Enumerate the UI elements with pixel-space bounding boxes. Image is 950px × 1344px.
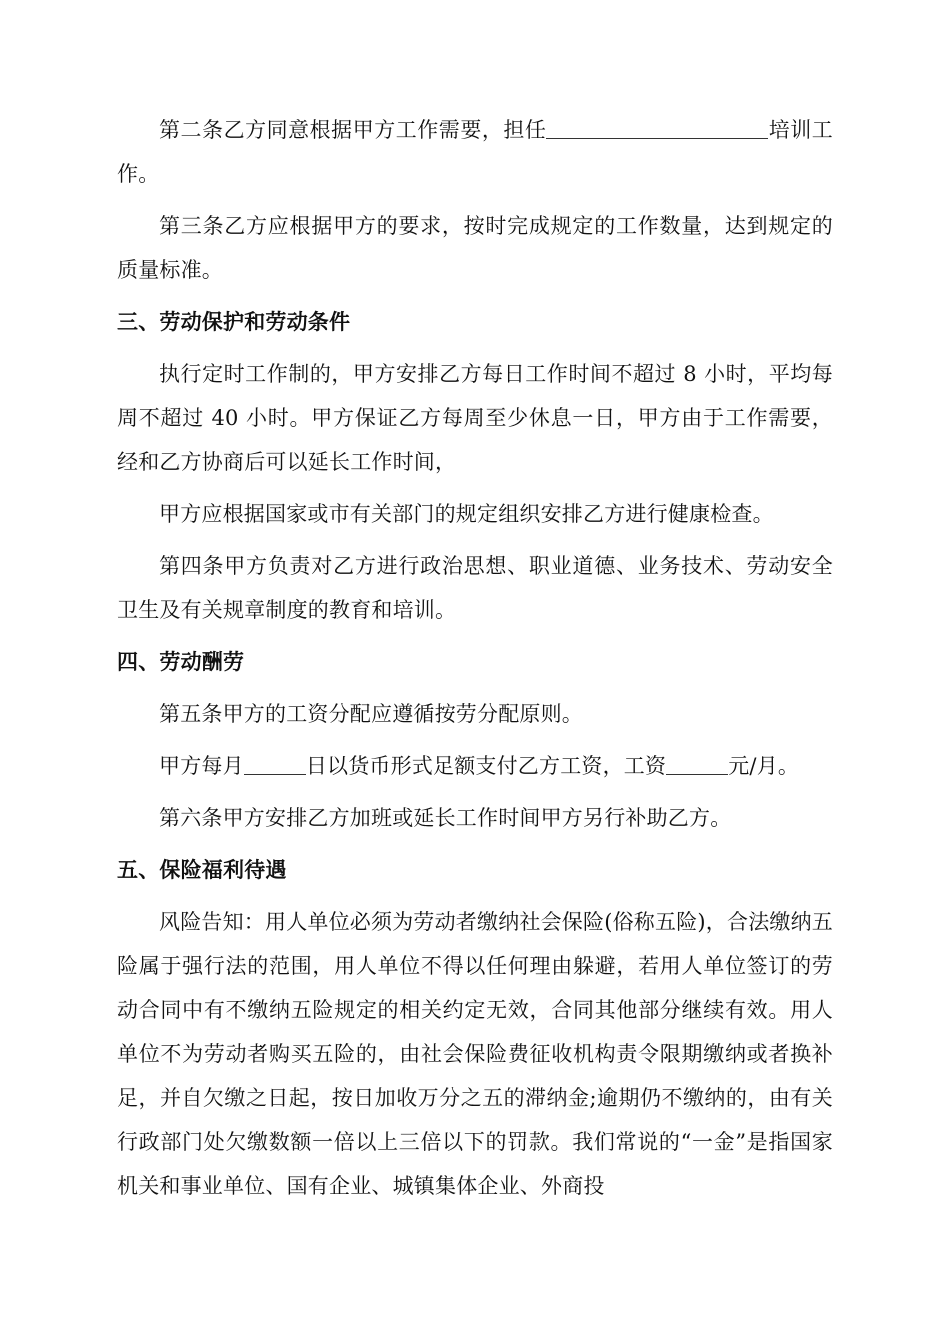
article-6-paragraph: 第六条甲方安排乙方加班或延长工作时间甲方另行补助乙方。 — [159, 806, 732, 830]
document-body — [117, 108, 833, 1216]
position-blank-line — [546, 118, 768, 139]
article-2-text-before: 第二条乙方同意根据甲方工作需要，担任 — [159, 118, 547, 142]
salary-text-3: 元/月。 — [728, 754, 800, 778]
health-check-paragraph: 甲方应根据国家或市有关部门的规定组织安排乙方进行健康检查。 — [159, 502, 774, 526]
section-3-heading: 三、劳动保护和劳动条件 — [117, 310, 351, 334]
section-4-heading: 四、劳动酬劳 — [117, 650, 245, 674]
article-2-text-after: 培训工作。 — [117, 118, 833, 186]
salary-text-1: 甲方每月 — [159, 754, 244, 778]
salary-amount-blank-line — [666, 754, 728, 775]
salary-text-2: 日以货币形式足额支付乙方工资，工资 — [305, 754, 667, 778]
pay-day-blank-line — [244, 754, 306, 775]
salary-payment-paragraph — [117, 744, 833, 788]
working-hours-paragraph: 执行定时工作制的，甲方安排乙方每日工作时间不超过 8 小时，平均每周不超过 40 小时。甲方保证乙方每周至少休息一日，甲方由于工作需要，经和乙方协商后可以延长工作时间， — [117, 362, 833, 474]
section-5-heading: 五、保险福利待遇 — [117, 858, 287, 882]
article-5-paragraph: 第五条甲方的工资分配应遵循按劳分配原则。 — [159, 702, 583, 726]
risk-notice-paragraph: 风险告知：用人单位必须为劳动者缴纳社会保险(俗称五险)，合法缴纳五险属于强行法的范围，用人单位不得以任何理由躲避，若用人单位签订的劳动合同中有不缴纳五险规定的相关约定无效，合同其他部分继续有效。用人单位不为劳动者购买五险的，由社会保险费征收机构责令限期缴纳或者换补足，并自欠缴之日起，按日加收万分之五的滞纳金;逾期仍不缴纳的，由有关行政部门处欠缴数额一倍以上三倍以下的罚款。我们常说的“一金”是指国家机关和事业单位、国有企业、城镇集体企业、外商投 — [117, 910, 833, 1198]
article-3-paragraph: 第三条乙方应根据甲方的要求，按时完成规定的工作数量，达到规定的质量标准。 — [117, 214, 833, 282]
article-4-paragraph: 第四条甲方负责对乙方进行政治思想、职业道德、业务技术、劳动安全卫生及有关规章制度的教育和培训。 — [117, 554, 833, 622]
article-2-paragraph — [117, 108, 833, 196]
